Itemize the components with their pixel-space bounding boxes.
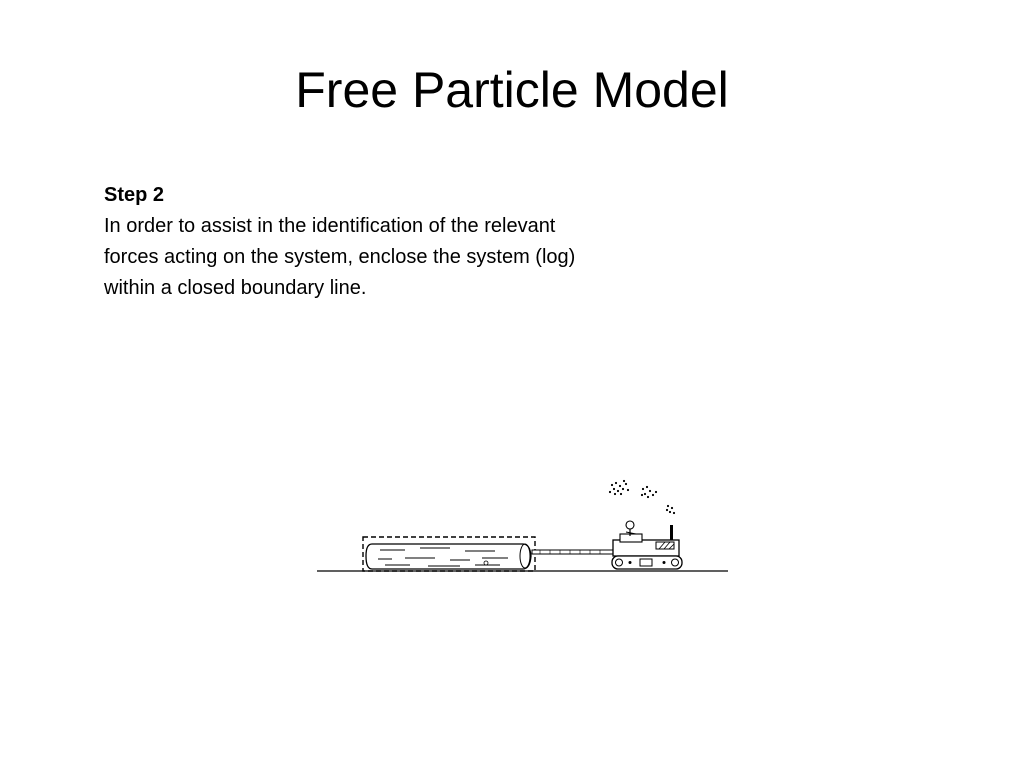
step-text-block: [104, 180, 624, 304]
log-icon: [366, 544, 531, 569]
log-tractor-illustration: [310, 470, 740, 585]
step-label: Step 2: [104, 184, 165, 206]
tractor-icon: [612, 521, 682, 569]
exhaust-smoke-icon: [609, 480, 675, 514]
tow-rope-icon: [532, 550, 614, 554]
step-description: In order to assist in the identification of the relevant forces acting on the system, enclose the system (log) within a closed boundary line.: [104, 215, 576, 299]
slide-title: Free Particle Model: [295, 62, 729, 118]
